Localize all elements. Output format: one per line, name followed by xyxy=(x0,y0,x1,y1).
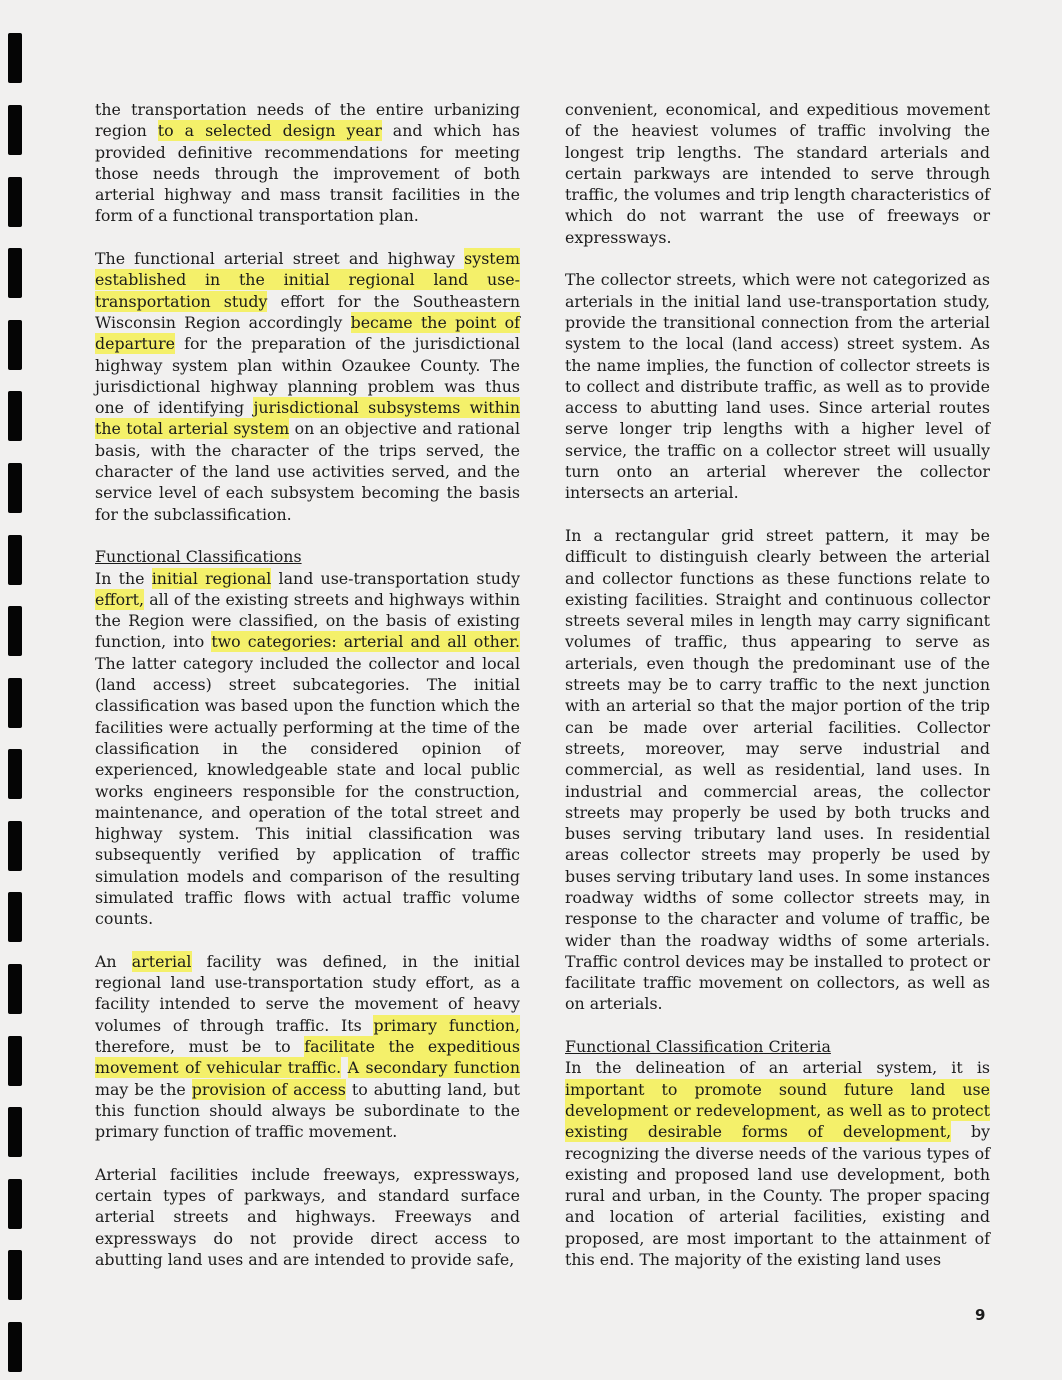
binding-hole xyxy=(8,1322,22,1372)
binding-hole xyxy=(8,821,22,871)
section-heading: Functional Classification Criteria xyxy=(565,1037,831,1057)
highlight: effort, xyxy=(95,589,145,609)
binding-hole xyxy=(8,177,22,227)
left-column xyxy=(95,99,520,1270)
page-number: 9 xyxy=(975,1306,986,1324)
binding-hole xyxy=(8,1250,22,1300)
highlight: became the point of departure xyxy=(95,312,520,354)
binding-hole xyxy=(8,1179,22,1229)
paragraph: convenient, economical, and expeditious movement of the heaviest volumes of traffic involving the longest trip lengths. The standard arterials and certain parkways are intended to serve through traffic, the volumes and trip length characteristics of which do not warrant the use of freeways or expressways. xyxy=(565,100,990,247)
highlight: A secondary function xyxy=(347,1058,520,1078)
paragraph: the transportation needs of the entire urbanizing region to a selected design year and which has provided definitive recommendations for meeting those needs through the improvement of both arterial highway and mass transit facilities in the form of a functional transportation plan. xyxy=(95,100,520,226)
highlight: provision of access xyxy=(191,1079,346,1099)
highlight: primary function, xyxy=(373,1015,520,1035)
binding-hole xyxy=(8,964,22,1014)
section-block: Functional Classifications In the initial regional land use-transportation study effort, all of the existing streets and highways within the Region were classified, on the basis of existing function, into two categories: arterial and all other. The latter category included the collector and local (land access) street subcategories. The initial classification was based upon the function which the facilities were actually performing at the time of the classification in the considered opinion of experienced, knowledgeable state and local public works engineers responsible for the construction, maintenance, and operation of the total street and highway system. This initial classification was subsequently verified by application of traffic simulation models and comparison of the resulting simulated traffic flows with actual traffic volume counts. xyxy=(95,547,521,929)
highlight: to a selected design year xyxy=(157,121,382,141)
highlight: jurisdictional subsystems within the total arterial system xyxy=(95,398,521,439)
section-heading: Functional Classifications xyxy=(95,547,302,567)
paragraph: Arterial facilities include freeways, expressways, certain types of parkways, and standard surface arterial streets and highways. Freeways and expressways do not provide direct access to abutting land uses and are intended to provide safe, xyxy=(95,1164,520,1270)
binding-hole xyxy=(8,678,22,728)
highlight: arterial xyxy=(131,951,192,971)
binding-hole xyxy=(8,105,22,155)
paragraph: The functional arterial street and highway system established in the initial regional land use-transportation study effort for the Southeastern Wisconsin Region accordingly became the point of departure for the preparation of the jurisdictional highway system plan within Ozaukee County. The jurisdictional highway planning problem was thus one of identifying jurisdictional subsystems within the total arterial system on an objective and rational basis, with the character of the trips served, the character of the land use activities served, and the service level of each subsystem becoming the basis for the subclassification. xyxy=(95,249,521,524)
binding-hole xyxy=(8,535,22,585)
right-column xyxy=(565,99,990,1270)
highlight: initial regional xyxy=(151,568,272,588)
binding-hole xyxy=(8,248,22,298)
highlight: facilitate the expeditious movement of vehicular traffic. xyxy=(95,1037,521,1078)
paragraph: An arterial facility was defined, in the initial regional land use-transportation study effort, as a facility intended to serve the movement of heavy volumes of through traffic. Its primary function, therefore, must be to facilitate the expeditious movement of vehicular traffic. A secondary function may be the provision of access to abutting land, but this function should always be subordinate to the primary function of traffic movement. xyxy=(95,951,521,1142)
binding-hole xyxy=(8,1036,22,1086)
section-block: Functional Classification Criteria In the delineation of an arterial system, it is important to promote sound future land use development or redevelopment, as well as to protect existing desirable forms of development, by recognizing the diverse needs of the various types of existing and proposed land use development, both rural and urban, in the County. The proper spacing and location of arterial facilities, existing and proposed, are most important to the attainment of this end. The majority of the existing land uses xyxy=(565,1037,991,1270)
binding-hole xyxy=(8,1107,22,1157)
binding-hole xyxy=(8,33,22,83)
paragraph: The collector streets, which were not categorized as arterials in the initial land use-transportation study, provide the transitional connection from the arterial system to the local (land access) street system. As the name implies, the function of collector streets is to collect and distribute traffic, as well as to provide access to abutting land uses. Since arterial routes serve longer trip lengths with a higher level of service, the traffic on a collector street will usually turn onto an arterial wherever the collector intersects an arterial. xyxy=(565,270,990,503)
binding-hole xyxy=(8,892,22,942)
binding-hole xyxy=(8,320,22,370)
paragraph: In a rectangular grid street pattern, it may be difficult to distinguish clearly between the arterial and collector functions as these functions relate to existing facilities. Straight and continuous collector streets several miles in length may carry significant volumes of traffic, thus appearing to serve as arterials, even though the predominant use of the streets may be to carry traffic to the next junction with an arterial so that the major portion of the trip can be made over arterial facilities. Collector streets, moreover, may serve industrial and commercial, as well as residential, land uses. In industrial and commercial areas, the collector streets may properly be used by both trucks and buses serving tributary land uses. In residential areas collector streets may properly be used by buses serving tributary land uses. In some instances roadway widths of some collector streets may, in response to the character and volume of traffic, be wider than the roadway widths of some arterials. Traffic control devices may be installed to protect or facilitate traffic movement on collectors, as well as on arterials. xyxy=(565,525,990,1014)
binding-hole xyxy=(8,749,22,799)
binding-hole xyxy=(8,391,22,441)
highlight: important to promote sound future land use development or redevelopment, as well as to protect existing desirable forms of development, xyxy=(565,1079,990,1142)
binding-hole xyxy=(8,463,22,513)
binding-hole xyxy=(8,606,22,656)
highlight: system established in the initial regional land use-transportation study xyxy=(95,249,520,311)
highlight: two categories: arterial and all other. xyxy=(211,632,521,652)
